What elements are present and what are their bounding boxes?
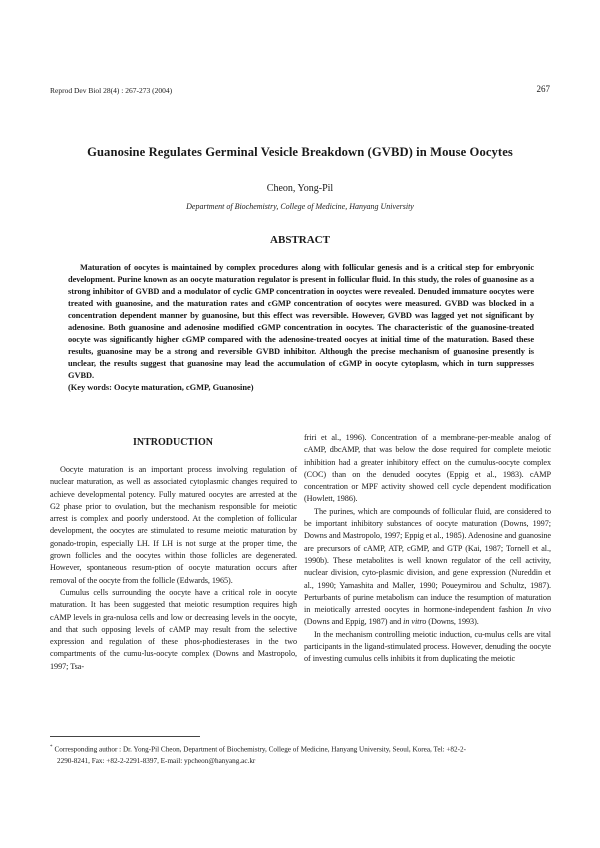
paragraph: Oocyte maturation is an important process involving regulation of nuclear maturation, as well as associated cytoplasmic changes required to achieve developmental potency. Fully matured oocytes are arrested at the G2 phase prior to ovulation, but the mechanism responsible for meiotic arrest is complex and poorly understood. At the completion of follicular development, the oocytes are stimulated to resume meiotic maturation by gonado-tropin, especially LH. If LH is not surge at the proper time, the grown follicles and the oocytes within those follicles are degenerated. However, spontaneous resum-ption of oocyte maturation occurs after removal of the oocyte from the follicle (Edwards, 1965). [50,465,297,585]
paragraph: friri et al., 1996). Concentration of a membrane-per-meable analog of cAMP, dbcAMP, that was below the dose required for complete meiotic inhibition had a greater inhibitory effect on the cumulus-oocyte complex (COC) than on the denuded oocytes (Eppig et al., 1983). cAMP concentration or MPF activity showed cell cycle dependent modification (Howlett, 1986). [304,433,551,504]
footnote-line: 2290-8241, Fax: +82-2-2291-8397, E-mail: ypcheon@hanyang.ac.kr [57,756,256,765]
running-head: Reprod Dev Biol 28(4) : 267-273 (2004) [50,86,173,95]
affiliation: Department of Biochemistry, College of Medicine, Hanyang University [186,202,414,211]
paragraph: Cumulus cells surrounding the oocyte have a critical role in oocyte maturation. It has been suggested that meiotic resumption requires high cAMP levels in gra-nulosa cells and low or decreasing levels in the oocyte, and that such opposing levels of cAMP may result from the selective expression and regulation of these phos-phodiesterases in the two compartments of the cumu-lus-oocyte complex (Downs and Mastropolo, 1997; Tsa- [50,587,297,671]
abstract-heading: ABSTRACT [270,234,330,246]
page-number: 267 [536,84,550,94]
paragraph [304,506,551,629]
footnote-mark: * [50,745,53,750]
keywords: (Key words: Oocyte maturation, cGMP, Guanosine) [68,383,254,392]
italic-term: in vitro [403,617,427,627]
author: Cheon, Yong-Pil [266,183,334,194]
right-column [304,432,551,666]
footnote-line [50,742,550,756]
paragraph: In the mechanism controlling meiotic induction, cu-mulus cells are vital participants in the ligand-stimulated process. However, denuding the oocyte of investing cumulus cells inhibits it from duplicating the meiotic [304,629,551,664]
text-span: (Downs and Eppig, 1987) and [304,617,404,627]
abstract-block [68,262,534,394]
italic-term: In vivo [526,605,551,615]
footnote [50,742,550,767]
footnote-divider [50,736,200,737]
paper-title: Guanosine Regulates Germinal Vesicle Breakdown (GVBD) in Mouse Oocytes [87,145,513,159]
text-span: The purines, which are compounds of follicular fluid, are considered to be important inhibitory substances of oocyte maturation (Downs, 1997; Downs and Mastropolo, 1997; Eppig et al., 1985). Adenosine and guanosine are precursors of cAMP, ATP, cGMP, and GTP (Kai, 1987; Tornell et al., 1990b). These metabolites is well known regulator of the cell activity, nuclear division, cyto-plasmic division, and gene expression (Nureddin et al., 1990; Yamashita and Maller, 1990; Poueymirou and Schultz, 1987). Perturbants of purine metabolism can induce the resumption of maturation in meiotically arrested oocytes in hormone-independent fashion [304,506,551,615]
left-column [50,464,297,673]
text-span: (Downs, 1993). [426,617,479,627]
introduction-heading: INTRODUCTION [132,437,213,448]
abstract-body: Maturation of oocytes is maintained by complex procedures along with follicular genesis and is a critical step for embryonic development. Purine known as an oocyte maturation regulator is present in follicular fluid. In this study, the roles of guanosine as a strong inhibitor of GVBD and a modulator of cyclic GMP concentration in ooyctes were revealed. Denuded immature oocytes were treated with guanosine, and the maturation rates and cGMP concentration of oocytes were measured. GVBD was blocked in a concentration dependent manner by guanosine, but this effect was reversible. However, GVBD was lagged yet not significant by adenosine. Both guanosine and adenosine modified cGMP concentration in oocytes. The characteristic of the guanosine-treated oocyte was significantly higher cGMP compared with the adenosine-treated oocyes at initial time of the maturation. Based these results, guanosine may be a strong and reversible GVBD inhibitor. Although the precise mechanism of guanosine presently is unclear, the results suggest that guanosine may lead the accumulation of cGMP in oocyte cytoplasm, which in turn suppresses GVBD. [68,263,534,380]
footnote-text: Corresponding author : Dr. Yong-Pil Cheon, Department of Biochemistry, College of Medicine, Hanyang University, Seoul, Korea, Tel: +82-2- [54,745,467,754]
